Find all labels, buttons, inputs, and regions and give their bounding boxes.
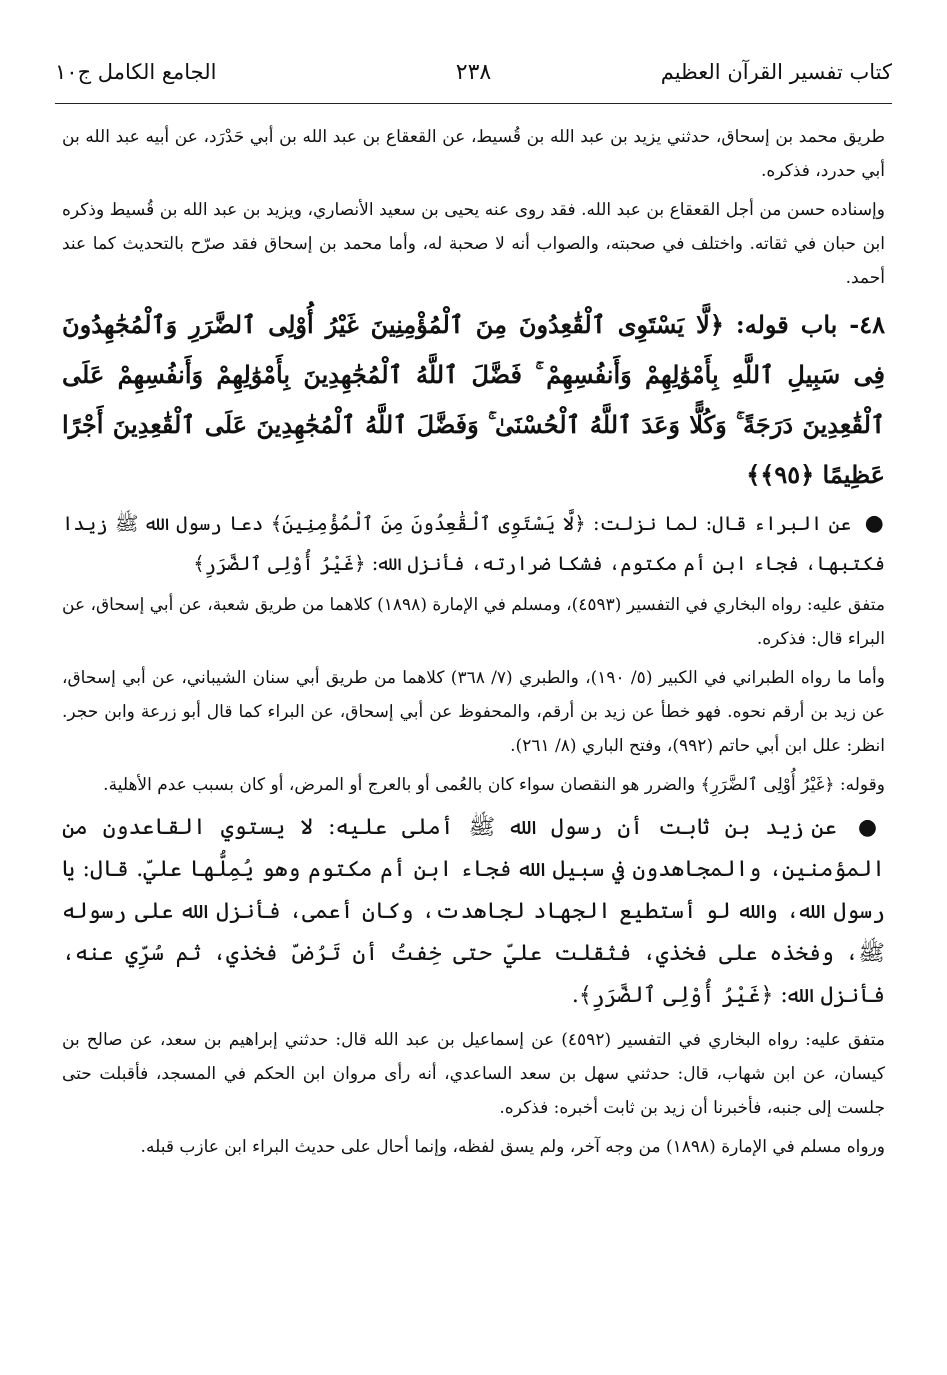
paragraph-5: وأما ما رواه الطبراني في الكبير (٥/ ١٩٠)، والطبري (٧/ ٣٦٨) كلاهما من طريق أبي سنان الشيباني، عن أبي إسحاق، عن زيد بن أرقم نحوه. فهو خطأ عن زيد بن أرقم، والمحفوظ عن أبي إسحاق، عن البراء كما قال أبو زرعة وابن حجر. انظر: علل ابن أبي حاتم (٩٩٢)، وفتح الباري (٨/ ٢٦١).	[62, 668, 885, 756]
paragraph-2: وإسناده حسن من أجل القعقاع بن عبد الله. فقد روى عنه يحيى بن سعيد الأنصاري، ويزيد بن عبد الله بن قُسيط وذكره ابن حبان في ثقاته. واختلف في صحبته، والصواب أنه لا صحبة له، وأما محمد بن إسحاق فقد صرّح بالتحديث كما عند أحمد.	[62, 200, 885, 288]
hadith-2	[62, 807, 885, 1017]
hadith-1	[62, 504, 885, 584]
hadith-1-text: عن البراء قال: لما نزلت: ﴿لَّا يَسْتَوِى ٱلْقَٰعِدُونَ مِنَ ٱلْمُؤْمِنِينَ﴾ دعا رسول الله ﷺ زيدا فكتبها، فجاء ابن أم مكتوم، فشكا ضرارته، فأنزل الله: ﴿غَيْرُ أُوْلِى ٱلضَّرَرِ﴾	[62, 512, 885, 575]
takhrij-1: متفق عليه: رواه البخاري في التفسير (٤٥٩٣)، ومسلم في الإمارة (١٨٩٨) كلاهما من طريق شعبة، عن أبي إسحاق، عن البراء قال: فذكره.	[62, 595, 885, 649]
paragraph-1: طريق محمد بن إسحاق، حدثني يزيد بن عبد الله بن قُسيط، عن القعقاع بن عبد الله بن أبي حَدْرَد، عن أبيه عبد الله بن أبي حدرد، فذكره.	[62, 127, 885, 181]
paragraph-9: ورواه مسلم في الإمارة (١٨٩٨) من وجه آخر، ولم يسق لفظه، وإنما أحال على حديث البراء ابن عازب قبله.	[140, 1137, 885, 1157]
page-body	[62, 120, 885, 1169]
page-number: ٢٣٨	[455, 59, 492, 85]
chapter-heading: ٤٨- باب قوله: ﴿لَّا يَسْتَوِى ٱلْقَٰعِدُونَ مِنَ ٱلْمُؤْمِنِينَ غَيْرُ أُوْلِى ٱلضَّرَرِ وَٱلْمُجَٰهِدُونَ فِى سَبِيلِ ٱللَّهِ بِأَمْوَٰلِهِمْ وَأَنفُسِهِمْ ۚ فَضَّلَ ٱللَّهُ ٱلْمُجَٰهِدِينَ بِأَمْوَٰلِهِمْ وَأَنفُسِهِمْ عَلَى ٱلْقَٰعِدِينَ دَرَجَةً ۚ وَكُلًّا وَعَدَ ٱللَّهُ ٱلْحُسْنَىٰ ۚ وَفَضَّلَ ٱللَّهُ ٱلْمُجَٰهِدِينَ عَلَى ٱلْقَٰعِدِينَ أَجْرًا عَظِيمًا ﴿٩٥﴾﴾	[62, 310, 885, 489]
header-book-title: كتاب تفسير القرآن العظيم	[660, 60, 892, 84]
running-header	[55, 52, 892, 92]
header-volume-title: الجامع الكامل ج١٠	[55, 60, 217, 84]
bullet-icon: ●	[857, 815, 885, 840]
takhrij-2: متفق عليه: رواه البخاري في التفسير (٤٥٩٢) عن إسماعيل بن عبد الله قال: حدثني إبراهيم بن سعد، عن صالح بن كيسان، عن ابن شهاب، قال: حدثني سهل بن سعد الساعدي، أنه رأى مروان ابن الحكم في المسجد، فأقبلت حتى جلست إلى جنبه، فأخبرنا أن زيد بن ثابت أخبره: فذكره.	[62, 1030, 885, 1118]
header-rule	[55, 103, 892, 104]
paragraph-6: وقوله: ﴿غَيْرُ أُوْلِى ٱلضَّرَرِ﴾ والضرر هو النقصان سواء كان بالعُمى أو بالعرج أو المرض، أو كان بسبب عدم الأهلية.	[103, 775, 885, 795]
bullet-icon: ●	[864, 511, 885, 536]
hadith-2-text: عن زيد بن ثابت أن رسول الله ﷺ أملى عليه: لا يستوي القاعدون من المؤمنين، والمجاهدون في سبيل الله فجاء ابن أم مكتوم وهو يُمِلُّها عليّ. قال: يا رسول الله، والله لو أستطيع الجهاد لجاهدت، وكان أعمى، فأنزل الله على رسوله ﷺ، وفخذه على فخذي، فثقلت عليّ حتى خِفتُ أن تَرُضّ فخذي، ثم سُرِّي عنه، فأنزل الله: ﴿غَيْرُ أُوْلِى ٱلضَّرَرِ﴾.	[62, 815, 885, 1008]
